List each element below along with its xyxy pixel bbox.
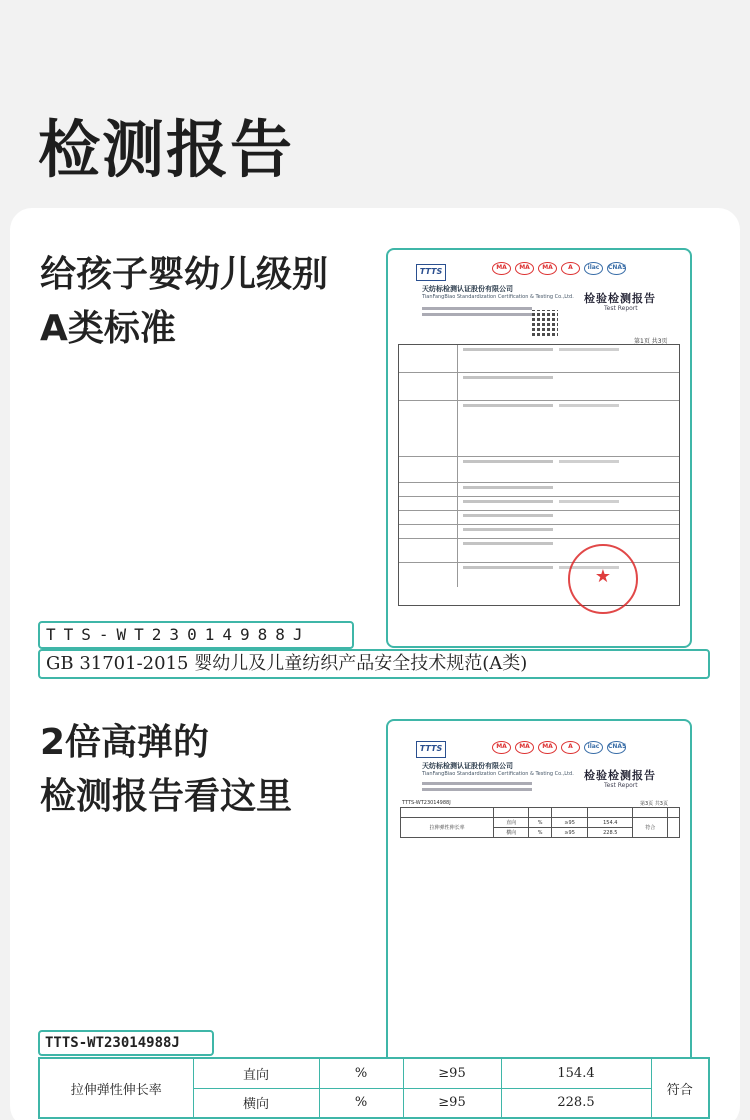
cnas-mark-icon: CNAS — [607, 741, 626, 754]
table-cell: 拉伸弹性伸长率 — [401, 818, 494, 838]
table-row — [399, 511, 679, 525]
table-cell: 横向 — [494, 828, 529, 838]
standard-label: GB 31701-2015 婴幼儿及儿童纺织产品安全技术规范(A类) — [38, 649, 710, 679]
page-title: 检测报告 — [38, 113, 295, 186]
tts-logo: TTTS — [416, 264, 446, 281]
red-seal-stamp-icon: ★ — [568, 544, 638, 614]
table-row — [399, 457, 679, 483]
tts-logo: TTTS — [416, 741, 446, 758]
direction-cell: 横向 — [193, 1088, 319, 1118]
test-report-image-1 — [386, 248, 692, 648]
table-cell: % — [529, 818, 552, 828]
headline-line: 检测报告看这里 — [40, 776, 293, 817]
report-header-lines — [422, 304, 532, 319]
certification-marks — [492, 741, 626, 754]
elongation-result-table — [38, 1057, 710, 1119]
report-company-en: TianFangBiao Standardization Certification & Testing Co.,Ltd. — [422, 771, 574, 777]
report-result-table-small — [400, 807, 680, 838]
table-row — [399, 345, 679, 373]
ilac-mark-icon: ilac — [584, 262, 603, 275]
table-cell: 154.4 — [588, 818, 633, 828]
table-cell — [668, 818, 680, 838]
cma-mark-icon: MA — [515, 741, 534, 754]
report-page-number: 第3页 共3页 — [640, 801, 668, 807]
headline-line: 给孩子婴幼儿级别 — [40, 254, 329, 295]
report-subtitle: Test Report — [604, 782, 638, 789]
table-row — [399, 497, 679, 511]
test-report-image-2 — [386, 719, 692, 1069]
report-page-number: 第1页 共3页 — [634, 338, 668, 345]
section2-headline — [40, 716, 292, 824]
requirement-cell: ≥95 — [403, 1088, 501, 1118]
report-number-label: TTTS-WT23014988J — [38, 1030, 214, 1056]
report-header-lines — [422, 779, 532, 794]
report-company-en: TianFangBiao Standardization Certification & Testing Co.,Ltd. — [422, 294, 574, 300]
unit-cell: % — [319, 1058, 403, 1088]
certification-marks — [492, 262, 626, 275]
unit-cell: % — [319, 1088, 403, 1118]
report-company: 天纺标检测认证股份有限公司 — [422, 285, 513, 293]
report-number-small: TTTS-WT23014988J — [402, 800, 451, 806]
table-cell: % — [529, 828, 552, 838]
headline-line: A类标准 — [40, 308, 176, 349]
table-row — [399, 373, 679, 401]
ilac-mark-icon: ilac — [584, 741, 603, 754]
report-details-table — [398, 344, 680, 606]
cma-mark-icon: MA — [492, 741, 511, 754]
table-row — [39, 1058, 709, 1088]
cma-mark-icon: MA — [538, 262, 557, 275]
table-cell: 符合 — [633, 818, 668, 838]
cma-mark-icon: MA — [515, 262, 534, 275]
direction-cell: 直向 — [193, 1058, 319, 1088]
requirement-cell: ≥95 — [403, 1058, 501, 1088]
cal-mark-icon: A — [561, 262, 580, 275]
section1-headline — [40, 248, 328, 356]
report-title: 检验检测报告 — [584, 292, 656, 305]
conclusion-cell: 符合 — [651, 1058, 709, 1118]
cnas-mark-icon: CNAS — [607, 262, 626, 275]
report-company: 天纺标检测认证股份有限公司 — [422, 762, 513, 770]
test-item-cell: 拉伸弹性伸长率 — [39, 1058, 193, 1118]
cal-mark-icon: A — [561, 741, 580, 754]
table-cell: ≥95 — [552, 818, 588, 828]
qr-code-icon — [532, 310, 558, 336]
table-cell: ≥95 — [552, 828, 588, 838]
report-subtitle: Test Report — [604, 305, 638, 312]
cma-mark-icon: MA — [538, 741, 557, 754]
value-cell: 228.5 — [501, 1088, 651, 1118]
table-row — [399, 539, 679, 563]
headline-line: 2倍高弹的 — [40, 722, 210, 763]
report-number-label: TTS-WT23014988J — [38, 621, 354, 649]
cma-mark-icon: MA — [492, 262, 511, 275]
table-row — [399, 525, 679, 539]
table-row — [399, 483, 679, 497]
value-cell: 154.4 — [501, 1058, 651, 1088]
table-cell: 228.5 — [588, 828, 633, 838]
report-title: 检验检测报告 — [584, 769, 656, 782]
table-row — [399, 401, 679, 457]
table-cell: 直向 — [494, 818, 529, 828]
